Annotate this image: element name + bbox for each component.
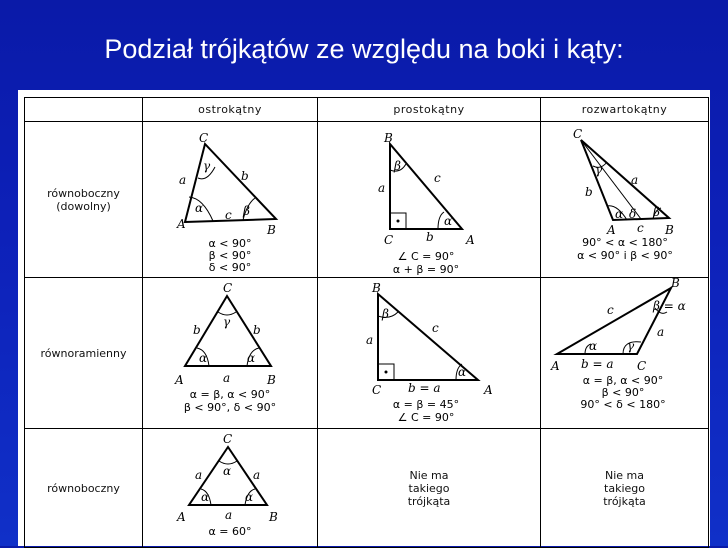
isosceles-acute-triangle-figure <box>143 278 318 428</box>
scalene-obtuse-triangle-figure <box>541 122 709 277</box>
vertex-label: C <box>372 383 382 397</box>
formula-line: α < 90° <box>208 237 252 250</box>
angle-label: β <box>394 159 401 173</box>
angle-label: γ <box>627 339 635 353</box>
formula-line: α < 90° i β < 90° <box>577 249 673 262</box>
no-such-triangle-line: takiego <box>604 481 645 495</box>
formula-line: β < 90°, δ < 90° <box>183 401 277 414</box>
angle-label: α <box>223 464 232 478</box>
vertex-label: C <box>223 281 233 295</box>
side-label: a <box>366 333 374 347</box>
column-header-obtuse: rozwartokątny <box>541 98 709 122</box>
vertex-label: C <box>637 359 647 373</box>
angle-label: γ <box>595 163 603 177</box>
side-label: b <box>193 323 201 337</box>
side-label: c <box>434 171 441 185</box>
angle-label: γ <box>223 315 231 329</box>
angle-label: α <box>615 207 624 221</box>
row-label-line: równoboczny <box>47 186 120 200</box>
side-label: a <box>195 468 203 482</box>
angle-label: α <box>444 214 453 228</box>
side-label: c <box>432 321 439 335</box>
cell-equilateral-acute <box>143 429 318 548</box>
slide-title: Podział trójkątów ze względu na boki i kąty: <box>104 34 624 64</box>
cell-isosceles-right <box>318 278 541 429</box>
angle-label: α <box>247 351 256 365</box>
angle-label: β = α <box>653 299 686 313</box>
angle-label: α <box>199 351 208 365</box>
formula-line: β < 90° <box>601 386 645 399</box>
side-label: a <box>631 173 639 187</box>
row-label-scalene <box>25 122 143 278</box>
row-label-line: (dowolny) <box>56 199 111 213</box>
vertex-label: C <box>384 233 394 247</box>
side-label: a <box>179 173 187 187</box>
isosceles-right-triangle-figure <box>318 278 541 428</box>
vertex-label: B <box>665 223 674 237</box>
formula-line: 90° < α < 180° <box>582 236 668 249</box>
isosceles-obtuse-triangle-figure <box>541 278 709 428</box>
formula-line: α = 60° <box>208 525 252 538</box>
vertex-label: A <box>551 359 560 373</box>
vertex-label: B <box>384 131 393 145</box>
cell-scalene-right <box>318 122 541 278</box>
vertex-label: C <box>199 131 209 145</box>
angle-label: γ <box>203 159 211 173</box>
no-such-triangle-line: trójkąta <box>603 494 646 508</box>
cell-scalene-obtuse <box>541 122 709 278</box>
right-angle-dot <box>385 371 388 374</box>
right-angle-dot <box>397 220 400 223</box>
scalene-acute-triangle-figure <box>143 122 318 277</box>
vertex-label: B <box>372 281 381 295</box>
row-label-line: równoboczny <box>47 481 120 495</box>
side-label: a <box>253 468 261 482</box>
vertex-label: A <box>177 510 186 524</box>
scalene-right-triangle-figure <box>318 122 541 277</box>
side-label: c <box>225 208 232 222</box>
vertex-label: B <box>269 510 278 524</box>
no-such-triangle-line: takiego <box>408 481 450 495</box>
formula-line: δ < 90° <box>208 261 252 274</box>
formula-line: β < 90° <box>208 249 252 262</box>
vertex-label: A <box>466 233 475 247</box>
side-label: b <box>585 185 593 199</box>
angle-label: α <box>195 201 204 215</box>
cell-scalene-acute <box>143 122 318 278</box>
angle-label: β <box>382 307 389 321</box>
vertex-label: A <box>177 217 186 231</box>
vertex-label: C <box>573 127 583 141</box>
cell-equilateral-obtuse <box>541 429 709 548</box>
formula-line: α = β = 45° <box>392 398 460 411</box>
angle-label: α <box>201 490 210 504</box>
no-such-triangle-line: Nie ma <box>604 468 644 482</box>
triangle-classification-table <box>18 90 710 546</box>
cell-isosceles-obtuse <box>541 278 709 429</box>
vertex-label: B <box>267 223 276 237</box>
formula-line: α = β, α < 90° <box>189 388 271 401</box>
vertex-label: A <box>175 373 184 387</box>
angle-label: α <box>458 365 467 379</box>
side-label: a <box>657 325 665 339</box>
side-label: c <box>607 303 614 317</box>
no-such-triangle-line: Nie ma <box>409 468 449 482</box>
side-label: b <box>241 169 249 183</box>
row-label-line: równoramienny <box>40 346 127 360</box>
classification-grid <box>24 97 709 548</box>
cell-equilateral-right <box>318 429 541 548</box>
triangle-shape <box>557 288 671 354</box>
angle-label: β <box>653 205 660 219</box>
side-label: a <box>225 508 233 522</box>
side-label: b <box>426 230 434 244</box>
column-header-right: prostokątny <box>318 98 541 122</box>
side-label: b = a <box>408 381 441 395</box>
side-label: a <box>223 371 231 385</box>
vertex-label: A <box>484 383 493 397</box>
formula-line: α = β, α < 90° <box>582 374 664 387</box>
corner-cell <box>25 98 143 122</box>
equilateral-triangle-figure <box>143 429 318 547</box>
no-such-triangle-line: trójkąta <box>407 494 451 508</box>
formula-line: 90° < δ < 180° <box>580 398 666 411</box>
side-label: b <box>253 323 261 337</box>
formula-line: ∠ C = 90° <box>397 411 455 424</box>
side-label: b = a <box>581 357 614 371</box>
formula-line: ∠ C = 90° <box>397 250 455 263</box>
row-label-equilateral <box>25 429 143 548</box>
side-label: c <box>637 221 644 235</box>
angle-label: δ <box>629 207 637 221</box>
angle-label: α <box>589 339 598 353</box>
angle-label: β <box>243 204 250 218</box>
vertex-label: A <box>607 223 616 237</box>
vertex-label: B <box>671 278 680 290</box>
cell-isosceles-acute <box>143 278 318 429</box>
row-label-isosceles <box>25 278 143 429</box>
angle-label: α <box>245 490 254 504</box>
side-label: a <box>378 181 386 195</box>
column-header-acute: ostrokątny <box>143 98 318 122</box>
vertex-label: C <box>223 432 233 446</box>
vertex-label: B <box>267 373 276 387</box>
formula-line: α + β = 90° <box>392 263 460 276</box>
